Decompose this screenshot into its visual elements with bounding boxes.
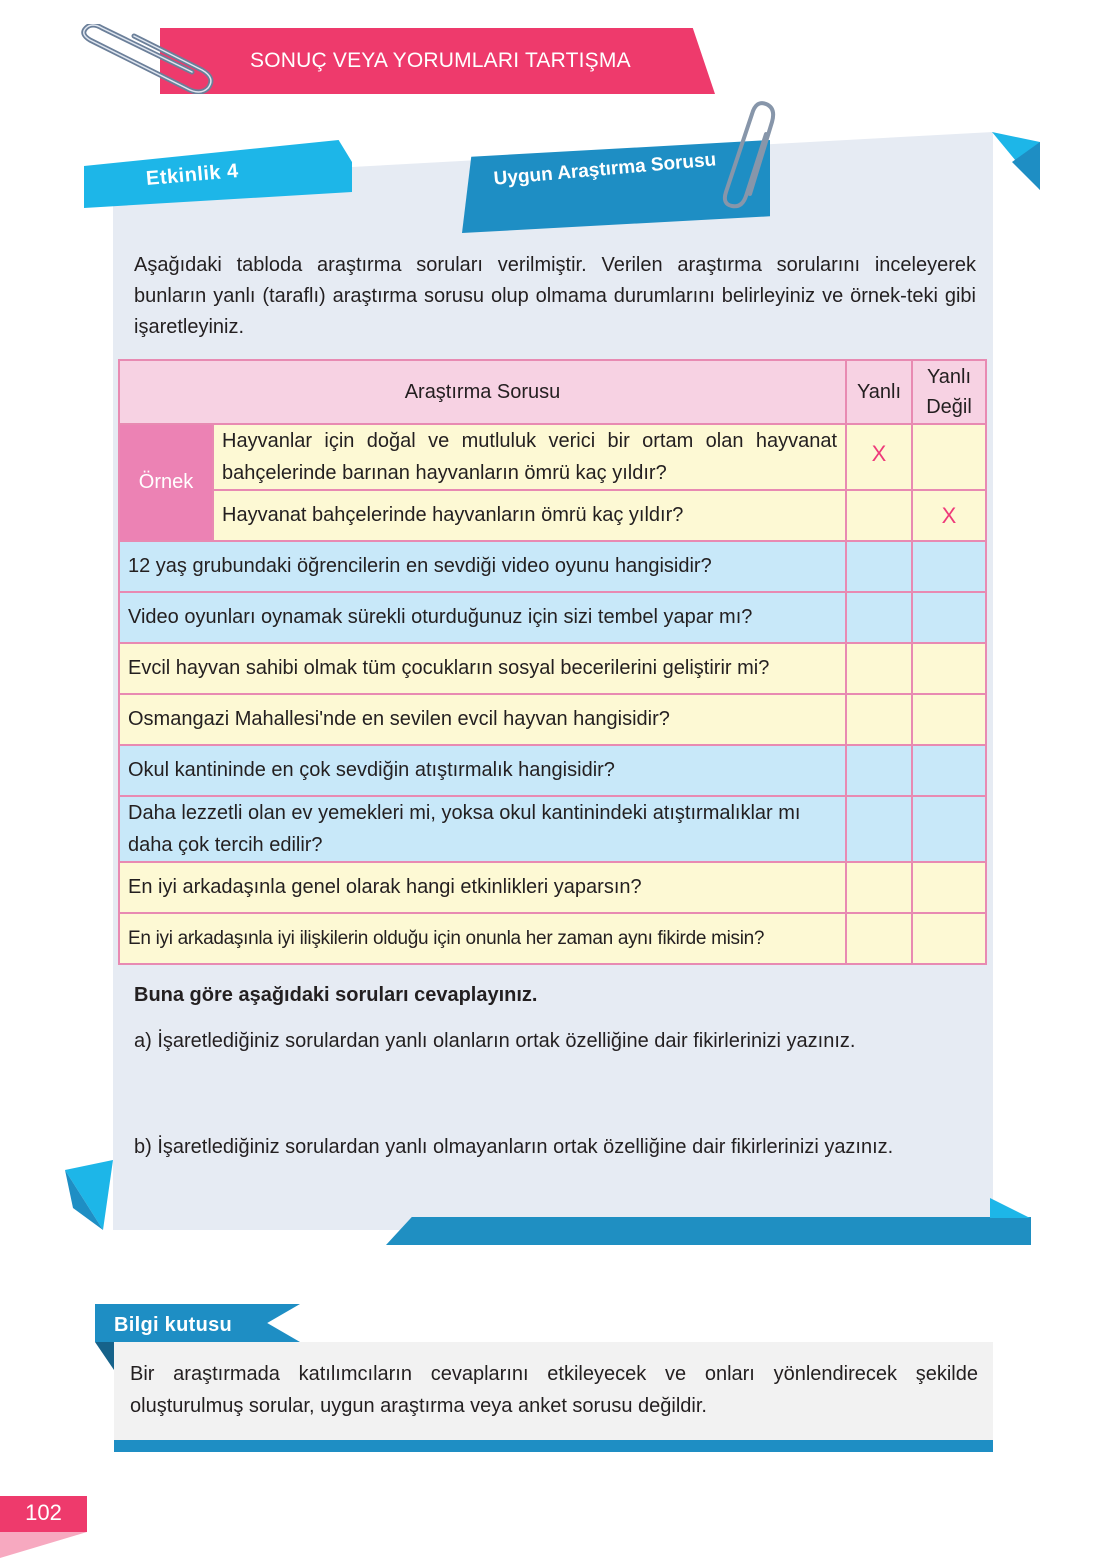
question-cell: Daha lezzetli olan ev yemekleri mi, yoksa okul kantinindeki atıştırmalıklar mı daha çok tercih edilir? xyxy=(119,796,846,862)
example-question: Hayvanlar için doğal ve mutluluk verici bir ortam olan hayvanat bahçelerinde barınan hayvanların ömrü kaç yıldır? xyxy=(213,424,846,490)
unbiased-checkbox[interactable] xyxy=(912,643,986,694)
biased-checkbox[interactable] xyxy=(846,796,912,862)
example-biased-mark: X xyxy=(846,424,912,490)
biased-checkbox[interactable] xyxy=(846,694,912,745)
question-cell: 12 yaş grubundaki öğrencilerin en sevdiği video oyunu hangisidir? xyxy=(119,541,846,592)
biased-checkbox[interactable] xyxy=(846,592,912,643)
unbiased-checkbox[interactable] xyxy=(912,862,986,913)
info-fold-icon xyxy=(95,1342,115,1372)
example-row xyxy=(119,490,986,541)
paperclip-icon xyxy=(74,24,224,94)
info-box-title: Bilgi kutusu xyxy=(114,1314,233,1336)
corner-fold-icon xyxy=(990,1198,1032,1222)
header-biased: Yanlı xyxy=(846,360,912,424)
question-cell: En iyi arkadaşınla iyi ilişkilerin olduğu için onunla her zaman aynı fikirde misin? xyxy=(119,913,846,964)
header-question: Araştırma Sorusu xyxy=(119,360,846,424)
table-row xyxy=(119,643,986,694)
biased-checkbox[interactable] xyxy=(846,541,912,592)
table-row xyxy=(119,796,986,862)
page-corner-fold xyxy=(0,1532,90,1560)
paperclip-icon xyxy=(716,100,786,210)
unbiased-checkbox[interactable] xyxy=(912,694,986,745)
info-box-text: Bir araştırmada katılımcıların cevaplarını etkileyecek ve onları yönlendirecek şekilde oluşturulmuş sorular, uygun araştırma veya anket sorusu değildir. xyxy=(130,1363,978,1417)
biased-checkbox[interactable] xyxy=(846,913,912,964)
unbiased-checkbox[interactable] xyxy=(912,745,986,796)
example-question: Hayvanat bahçelerinde hayvanların ömrü kaç yıldır? xyxy=(213,490,846,541)
unbiased-checkbox[interactable] xyxy=(912,796,986,862)
unbiased-checkbox[interactable] xyxy=(912,592,986,643)
header-unbiased: Yanlı Değil xyxy=(912,360,986,424)
question-cell: En iyi arkadaşınla genel olarak hangi etkinlikleri yaparsın? xyxy=(119,862,846,913)
info-box-bar xyxy=(114,1440,993,1452)
questions-heading: Buna göre aşağıdaki soruları cevaplayınız. xyxy=(134,984,538,1006)
unbiased-checkbox[interactable] xyxy=(912,913,986,964)
activity-topic: Uygun Araştırma Sorusu xyxy=(492,149,718,190)
corner-triangle-icon xyxy=(63,1160,115,1232)
question-b: b) İşaretlediğiniz sorulardan yanlı olmayanların ortak özelliğine dair fikirlerinizi yazınız. xyxy=(134,1136,894,1158)
table-row xyxy=(119,913,986,964)
table-row xyxy=(119,592,986,643)
table-row xyxy=(119,745,986,796)
question-cell: Okul kantininde en çok sevdiğin atıştırmalık hangisidir? xyxy=(119,745,846,796)
question-cell: Osmangazi Mahallesi'nde en sevilen evcil hayvan hangisidir? xyxy=(119,694,846,745)
table-row xyxy=(119,694,986,745)
corner-triangle-icon xyxy=(992,132,1042,202)
research-question-table xyxy=(118,359,987,965)
page-number: 102 xyxy=(25,1500,62,1525)
question-cell: Evcil hayvan sahibi olmak tüm çocukların sosyal becerilerini geliştirir mi? xyxy=(119,643,846,694)
question-a: a) İşaretlediğiniz sorulardan yanlı olanların ortak özelliğine dair fikirlerinizi yazınız. xyxy=(134,1030,856,1052)
biased-checkbox[interactable] xyxy=(846,643,912,694)
table-row xyxy=(119,862,986,913)
activity-label: Etkinlik 4 xyxy=(145,159,240,191)
intro-paragraph: Aşağıdaki tabloda araştırma soruları verilmiştir. Verilen araştırma sorularını inceleyerek bunların yanlı (taraflı) araştırma sorusu olup olmama durumlarını belirleyiniz ve örnek-teki gibi işaretleyiniz. xyxy=(134,254,976,338)
unbiased-checkbox[interactable] xyxy=(912,541,986,592)
biased-checkbox[interactable] xyxy=(846,745,912,796)
example-biased-cell xyxy=(846,490,912,541)
example-label: Örnek xyxy=(119,424,213,541)
biased-checkbox[interactable] xyxy=(846,862,912,913)
table-header-row xyxy=(119,360,986,424)
table-row xyxy=(119,541,986,592)
header-title: SONUÇ VEYA YORUMLARI TARTIŞMA xyxy=(250,49,631,72)
example-unbiased-cell xyxy=(912,424,986,490)
example-row xyxy=(119,424,986,490)
example-unbiased-mark: X xyxy=(912,490,986,541)
question-cell: Video oyunları oynamak sürekli oturduğunuz için sizi tembel yapar mı? xyxy=(119,592,846,643)
panel-bottom-bar xyxy=(386,1217,1031,1245)
